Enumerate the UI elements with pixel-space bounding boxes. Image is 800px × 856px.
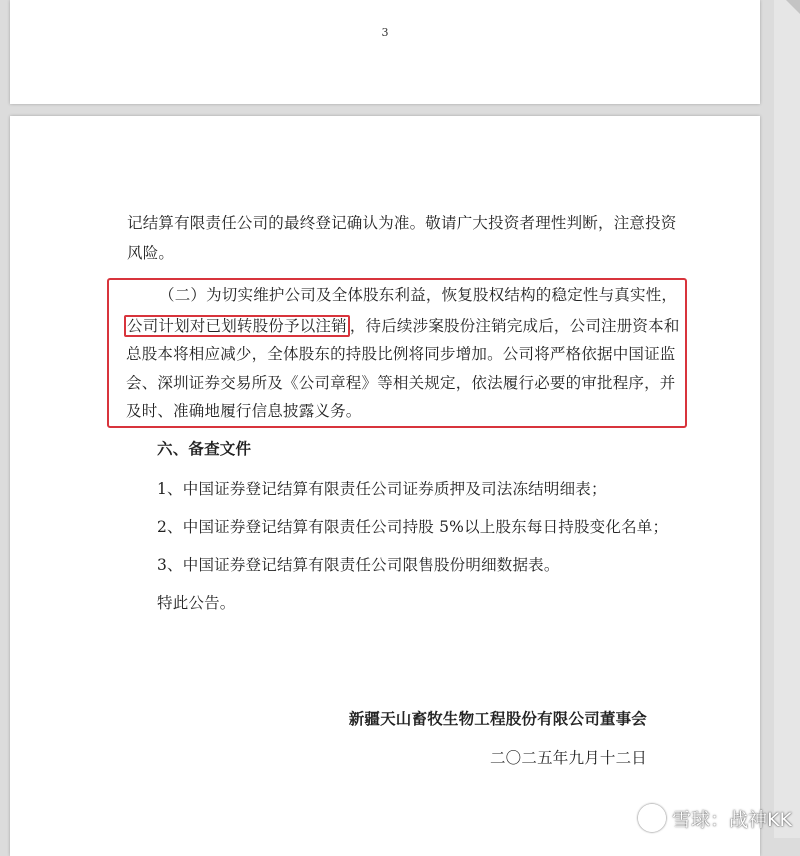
paragraph-text: ，待后续涉案股份注销完成后，公司注册资本和 bbox=[349, 317, 680, 335]
signature: 新疆天山畜牧生物工程股份有限公司董事会 bbox=[348, 710, 647, 728]
page-number: 3 bbox=[381, 26, 389, 39]
attachment-item: 2、中国证券登记结算有限责任公司持股 5%以上股东每日持股变化名单； bbox=[157, 518, 669, 536]
attachment-item: 3、中国证券登记结算有限责任公司限售股份明细数据表。 bbox=[157, 556, 560, 574]
paragraph-line: 会、深圳证券交易所及《公司章程》等相关规定，依法履行必要的审批程序，并 bbox=[126, 374, 676, 392]
watermark bbox=[638, 804, 792, 832]
paragraph-line-highlighted bbox=[124, 315, 680, 337]
date: 二〇二五年九月十二日 bbox=[489, 749, 647, 767]
closing-text: 特此公告。 bbox=[157, 594, 236, 612]
attachment-item: 1、中国证券登记结算有限责任公司证券质押及司法冻结明细表； bbox=[157, 480, 607, 498]
document-page-current bbox=[10, 116, 760, 856]
paragraph-line: 及时、准确地履行信息披露义务。 bbox=[126, 402, 362, 420]
paragraph-line: （二）为切实维护公司及全体股东利益，恢复股权结构的稳定性与真实性， bbox=[159, 286, 678, 304]
document-page-previous bbox=[10, 0, 760, 104]
snowball-logo-icon bbox=[638, 804, 666, 832]
paragraph-line: 风险。 bbox=[127, 244, 175, 262]
highlighted-phrase: 公司计划对已划转股份予以注销 bbox=[124, 315, 350, 337]
page-corner-fold bbox=[786, 0, 800, 14]
paragraph-line: 记结算有限责任公司的最终登记确认为准。敬请广大投资者理性判断，注意投资 bbox=[127, 214, 677, 232]
watermark-text: 雪球：战神KK bbox=[672, 808, 792, 831]
section-title: 六、备查文件 bbox=[157, 440, 252, 458]
paragraph-line: 总股本将相应减少，全体股东的持股比例将同步增加。公司将严格依据中国证监 bbox=[126, 345, 676, 363]
scrollbar-track[interactable] bbox=[774, 0, 800, 838]
